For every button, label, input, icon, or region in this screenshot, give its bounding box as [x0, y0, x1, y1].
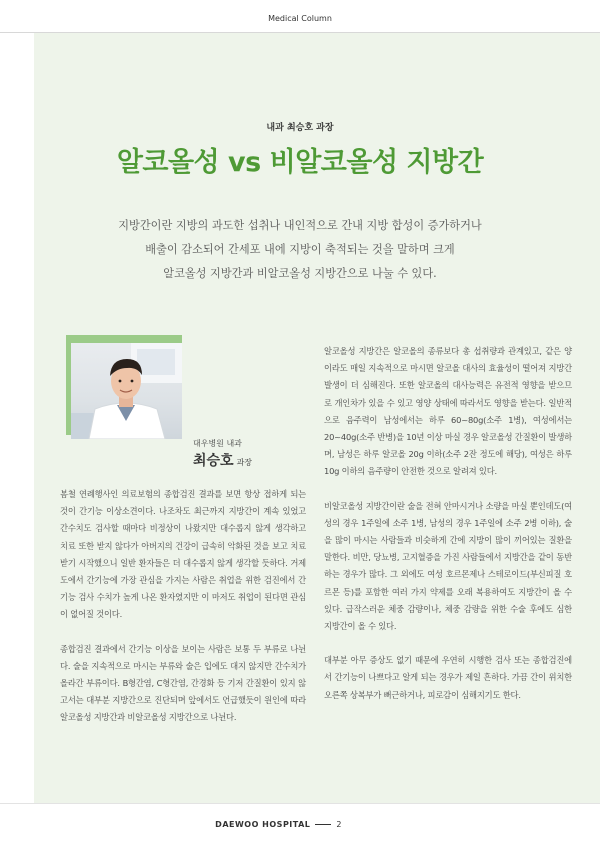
page-number: 2: [336, 820, 342, 829]
doctor-role: 과장: [236, 458, 253, 467]
lead-line: 알코올성 지방간과 비알코올성 지방간으로 나눌 수 있다.: [163, 267, 437, 280]
body-paragraph: 비알코올성 지방간이란 술을 전혀 안마시거나 소량을 마실 뿐인데도(여성의 경우 1주일에 소주 1병, 남성의 경우 1주일에 소주 2병 이하), 술을 많이 마시는 사람들과 비슷하게 간에 지방이 많이 끼어있는 질환을 말한다. 비만, 당뇨병, 고지혈증을 가진 사람들에서 지방간을 같이 동반하는 경우가 많다. 그 외에도 여성 호르몬제나 스테로이드(부신피질 호르몬 등)를 포함한 여러 가지 약제를 오래 복용하여도 지방간이 올 수 있다. 급작스러운 체중 감량이나, 체중 감량을 위한 수술 후에도 심한 지방간이 올 수 있다.: [324, 500, 572, 632]
page-footer: [215, 820, 342, 829]
doctor-name-line: [193, 450, 252, 470]
right-column: [324, 343, 572, 721]
article-title: 알코올성 vs 비알코올성 지방간: [116, 147, 484, 178]
article-byline: 내과 최승호 과장: [266, 123, 334, 133]
body-paragraph: 봄철 연례행사인 의료보험의 종합검진 결과를 보면 항상 접하게 되는 것이 간기능 이상소견이다. 나조차도 최근까지 지방간이 계속 있었고 간수치도 검사할 때마다 비정상이 나왔지만 대수롭지 않게 생각하고 치료 또한 받지 않다가 아버지의 건강이 급속히 악화된 것을 보고 치료 받기 시작했으니 일반 환자들은 더 대수롭지 않게 생각할 듯하다. 거제도에서 간기능에 가장 관심을 가지는 사람은 취업을 위한 검진에서 간기능 검사 수치가 높게 나온 환자였지만 이 마저도 취업이 된다면 관심이 없어질 것이다.: [60, 489, 306, 620]
column-label: Medical Column: [250, 14, 350, 23]
lead-line: 지방간이란 지방의 과도한 섭취나 내인적으로 간내 지방 합성이 증가하거나: [118, 219, 482, 232]
body-paragraph: 종합검진 결과에서 간기능 이상을 보이는 사람은 보통 두 부류로 나뉜다. 술을 지속적으로 마시는 부류와 술은 입에도 대지 않지만 간수치가 올라간 부류이다. B형간염, C형간염, 간경화 등 기저 간질환이 있지 않고서는 대부분 지방간으로 진단되며 앞에서도 언급했듯이 원인에 따라 알코올성 지방간과 비알코올성 지방간으로 나뉜다.: [60, 643, 306, 723]
doctor-hospital: 대우병원 내과: [193, 439, 242, 448]
footer-divider: [315, 824, 331, 825]
body-paragraph: 알코올성 지방간은 알코올의 종류보다 총 섭취량과 관계있고, 같은 양이라도 매일 지속적으로 마시면 알코올 대사의 효율성이 떨어져 지방간 발생이 더 심해진다. 또한 알코올의 대사능력은 유전적 영향을 받으므로 개인차가 있을 수 있고 영양 상태에 따라서도 영향을 받는다. 일반적으로 음주력이 남성에서는 하루 60~80g(소주 1병), 여성에서는 20~40g(소주 반병)을 10년 이상 마실 경우 알코올성 간질환이 발생하며, 남성은 하루 알코올 20g 이하(소주 2잔 정도에 해당), 여성은 하루 10g 이하의 음주량이 안전한 것으로 알려져 있다.: [324, 346, 572, 477]
lead-line: 배출이 감소되어 간세포 내에 지방이 축적되는 것을 말하며 크게: [145, 243, 455, 256]
footer-rule: [0, 803, 600, 804]
doctor-name: 최승호: [193, 453, 234, 469]
left-column: [60, 486, 306, 744]
article-lead: [100, 214, 500, 286]
doctor-photo: [71, 343, 182, 439]
publication-name: DAEWOO HOSPITAL: [215, 820, 311, 829]
doctor-illustration: [71, 343, 182, 439]
body-paragraph: 대부분 아무 증상도 없기 때문에 우연히 시행한 검사 또는 종합검진에서 간기능이 나쁘다고 알게 되는 경우가 제일 흔하다. 가끔 간이 위치한 오른쪽 상복부가 뻐근하거나, 피로감이 심해지기도 한다.: [324, 655, 572, 700]
